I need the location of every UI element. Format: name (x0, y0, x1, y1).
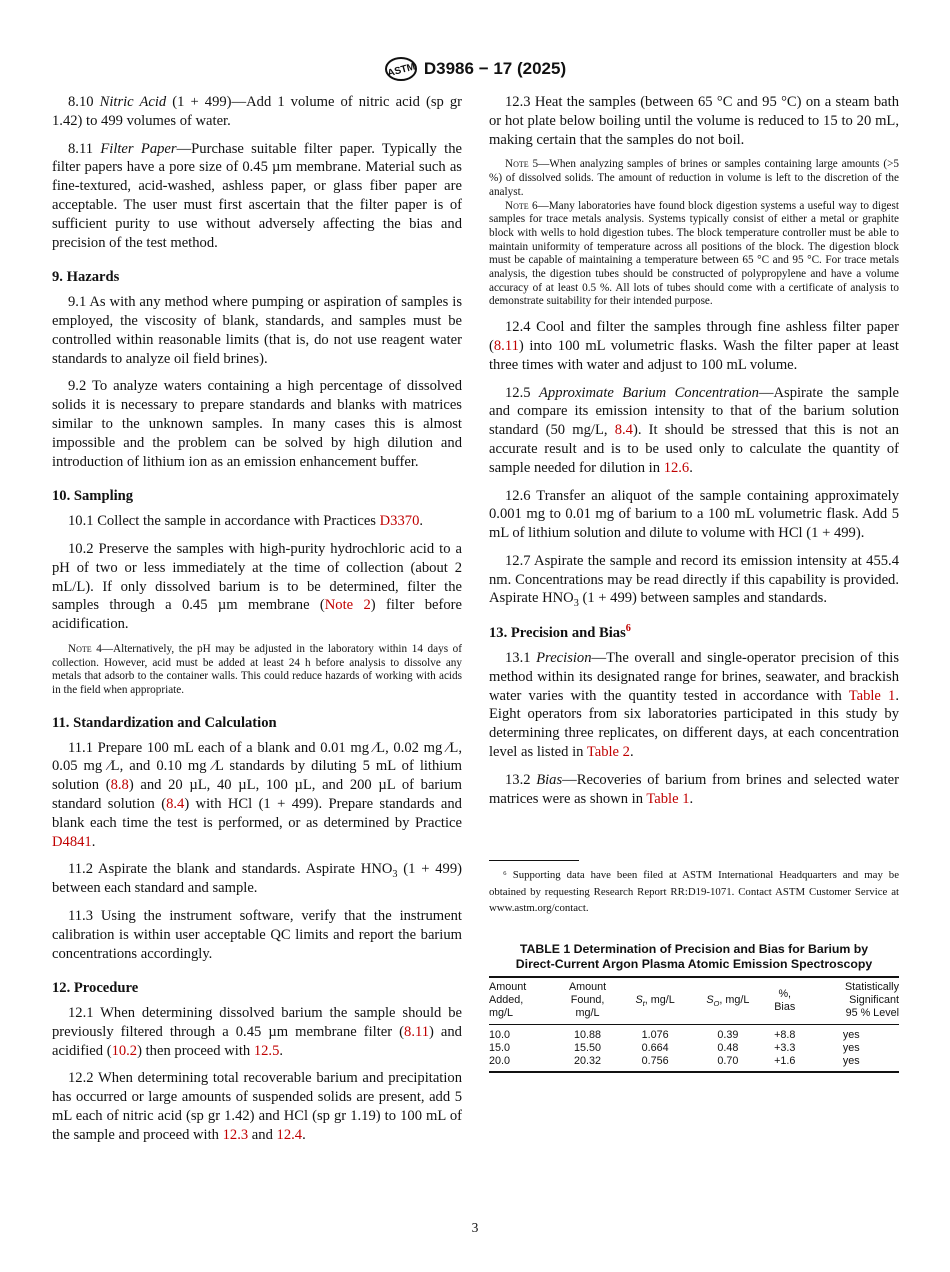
text-run: 12.1 When determining dissolved barium the sample should be previously filtered through a 0.45 µm membrane filter ( (52, 1005, 462, 1040)
symbol: S (706, 994, 714, 1007)
header-line: Amount (489, 981, 527, 994)
text-run: 8.10 (68, 94, 100, 110)
text-run: 12. Procedure (52, 980, 139, 997)
text-run: ) with HCl (1 + 499). Prepare standards and blank each time the test is performed, or as determined by Practice (52, 795, 462, 831)
cross-reference-link[interactable]: 12.3 (222, 1126, 249, 1143)
paragraph (52, 93, 462, 131)
table-cell: 15.0 (489, 1042, 511, 1055)
text-run: . (689, 459, 693, 476)
text-run: . (419, 513, 424, 530)
table-cell: +3.3 (774, 1042, 796, 1055)
italic-term: Approximate Barium Concentration (539, 384, 759, 401)
header-line: Found, (570, 994, 605, 1007)
text-run: 11.3 Using the instrument software, verify that the instrument calibration is within user acceptable QC limits and report the barium concentrations accordingly. (52, 907, 462, 962)
table-row (489, 1042, 899, 1055)
text-run: 13.1 (505, 650, 537, 667)
text-run: . Eight operators from six laboratories participated in this study by determining three replicates, on different days, at each concentration level as listed in (489, 687, 899, 761)
header-line: Bias (774, 1000, 796, 1013)
section-heading (489, 624, 899, 643)
cross-reference-link[interactable]: Table 1 (646, 790, 690, 807)
cross-reference-link[interactable]: D3370 (379, 513, 420, 530)
paragraph (52, 860, 462, 898)
column-header (620, 977, 689, 1025)
table-cell: yes (842, 1029, 860, 1042)
note-paragraph (489, 158, 899, 199)
header-line: %, (778, 987, 792, 1000)
note-paragraph (52, 643, 462, 698)
table-cell: 0.664 (641, 1042, 669, 1055)
svg-text:ASTM: ASTM (386, 61, 417, 80)
text-run: 12.5 (505, 384, 540, 401)
italic-term: Precision (536, 650, 592, 667)
table-cell: 0.48 (717, 1042, 739, 1055)
symbol: S (635, 994, 643, 1007)
paragraph (52, 293, 462, 368)
text-run: —The overall and single-operator precision of this method within its designated range for brines, seawater, and brackish water varies with the quantity tested in accordance with (489, 650, 900, 704)
table-cell: 0.756 (641, 1055, 669, 1068)
table-title-line: TABLE 1 Determination of Precision and Bias for Barium by (519, 942, 869, 957)
table-cell: 20.32 (574, 1055, 602, 1068)
text-run: 8.11 (68, 140, 101, 157)
table-cell: 0.70 (717, 1055, 739, 1068)
text-run: ) into 100 mL volumetric flasks. Wash the filter paper at least three times with water and adjust to 100 mL volume. (489, 337, 899, 373)
paragraph (489, 93, 899, 149)
text-run: —Purchase suitable filter paper. Typically the filter papers have a pore size of 0.45 µm membrane. Material such as fine-textured, acid-washed, ashless paper, or glass fiber paper are acceptable. The user must first ascertain that the filter paper is of sufficient purity to use without adversely affecting the bias and precision of the test method. (52, 140, 462, 251)
cross-reference-link[interactable]: 12.4 (276, 1126, 303, 1143)
text-run: 13. Precision and Bias (489, 625, 626, 642)
cross-reference-link[interactable]: 8.4 (614, 422, 633, 439)
cross-reference-link[interactable]: 8.4 (166, 795, 185, 812)
left-column (52, 93, 462, 1154)
cross-reference-link[interactable]: 12.5 (253, 1042, 280, 1059)
paragraph (489, 487, 899, 543)
text-run: . (91, 833, 96, 850)
astm-logo-icon (384, 56, 418, 82)
table-cell: 0.39 (717, 1029, 739, 1042)
paragraph (52, 907, 462, 963)
footnote: ⁶ Supporting data have been filed at ASTM International Headquarters and may be obtained by requesting Research Report RR:D19-1071. Contact ASTM Customer Service at www.astm.org/contact. (489, 869, 899, 914)
table-header-row (489, 977, 899, 1025)
cross-reference-link[interactable]: 8.11 (404, 1023, 430, 1040)
table-row (489, 1025, 899, 1043)
text-run: 11.2 Aspirate the blank and standards. Aspirate HNO (68, 861, 393, 878)
table-cell: 15.50 (574, 1042, 602, 1055)
text-run: ) and 20 µL, 40 µL, 100 µL, and 200 µL of barium standard solution ( (52, 777, 462, 812)
text-run: . (629, 744, 634, 761)
italic-term: Bias (536, 771, 563, 788)
text-run: . (689, 790, 694, 807)
page-number: 3 (471, 1220, 479, 1235)
paragraph (489, 649, 899, 762)
italic-term: Nitric Acid (99, 94, 167, 110)
header-line: mg/L (489, 1007, 514, 1020)
page-header (0, 56, 950, 82)
text-run: —Recoveries of barium from brines and selected water matrices were as shown in (489, 771, 900, 807)
column-header (489, 977, 555, 1025)
section-heading (52, 979, 462, 998)
paragraph (52, 1004, 462, 1060)
text-run: (1 + 499) between samples and standards. (578, 590, 827, 607)
text-run: 12.4 Cool and filter the samples through fine ashless filter paper ( (489, 319, 899, 354)
cross-reference-link[interactable]: 8.8 (110, 777, 129, 794)
document-designation: D3986 − 17 (2025) (423, 59, 567, 78)
paragraph (52, 377, 462, 471)
paragraph (489, 771, 899, 809)
text-run: ) then proceed with (137, 1042, 254, 1059)
table-cell: 20.0 (489, 1055, 511, 1068)
text-run: 10.2 Preserve the samples with high-purity hydrochloric acid to a pH of two or less immediately at the time of collection (about 2 mL/L). If only dissolved barium is to be determined, filter the samples through a 0.45 µm membrane ( (52, 540, 462, 614)
text-run: ) filter before acidification. (52, 597, 462, 633)
paragraph (52, 140, 462, 253)
text-run: (1 + 499) between each standard and sample. (52, 861, 462, 897)
text-run: 10.1 Collect the sample in accordance with Practices (68, 513, 380, 530)
text-run: 6—Many laboratories have found block digestion systems a useful way to digest samples for trace metals analysis. Systems typically consist of either a metal or graphite block with wells to hold digestion tubes. The block temperature controller must be able to maintain uniformity of temperature across all positions of the block. The digestion block must be capable of maintaining a temperature between 65 °C and 95 °C. For trace metals analysis, the digestion tubes should be constructed of polypropylene and have a volume accuracy of at least 0.5 %. All lots of tubes should come with a certificate of analysis to demonstrate suitability for their intended purpose. (489, 199, 899, 308)
text-run: ) and acidified ( (52, 1023, 462, 1059)
text-run: 13.2 (505, 771, 537, 788)
cross-reference-link[interactable]: 8.11 (493, 337, 519, 354)
symbol-subscript: O (713, 999, 720, 1009)
column-header (690, 977, 766, 1025)
text-run: 10. Sampling (52, 488, 134, 505)
header-line: Amount (568, 981, 607, 994)
text-run: 5—When analyzing samples of brines or samples containing large amounts (>5 %) of dissolved solids. The amount of reduction in volume is left to the discretion of the analyst. (489, 158, 899, 198)
column-header (766, 977, 804, 1025)
italic-term: Filter Paper (100, 140, 177, 157)
text-run: 11.1 Prepare 100 mL each of a blank and 0.01 mg ⁄L, 0.02 mg ⁄L, 0.05 mg ⁄L, and 0.10 mg ⁄L standards by diluting 5 mL of lithium solution ( (52, 739, 462, 794)
table-1-title (489, 942, 899, 972)
header-line: mg/L (575, 1007, 600, 1020)
text-run: (1 + 499)—Add 1 volume of nitric acid (sp gr 1.42) to 499 volumes of water. (52, 94, 463, 129)
text-run: and (248, 1126, 277, 1143)
table-cell: yes (842, 1042, 860, 1055)
paragraph (489, 552, 899, 608)
note-paragraph (489, 200, 899, 310)
subscript: 3 (392, 869, 398, 881)
paragraph (489, 318, 899, 374)
cross-reference-link[interactable]: 12.6 (663, 459, 690, 476)
note-label: Note (505, 158, 529, 171)
cross-reference-link[interactable]: 10.2 (111, 1042, 138, 1059)
cross-reference-link[interactable]: D4841 (52, 833, 92, 850)
unit: , mg/L (644, 994, 675, 1007)
text-run: ). It should be stressed that this is not an accurate result and is to be used only to calculate the quantity of sample needed for dilution in (489, 422, 899, 476)
header-line: Added, (489, 994, 524, 1007)
cross-reference-link[interactable]: Table 1 (848, 687, 896, 704)
footnote-marker: 6 (625, 623, 631, 635)
paragraph (52, 540, 462, 634)
text-run: 12.3 Heat the samples (between 65 °C and 95 °C) on a steam bath or hot plate below boiling until the volume is reduced to 15 to 20 mL, making certain that the samples do not boil. (489, 94, 899, 148)
table-cell: yes (842, 1055, 860, 1068)
table-1 (489, 976, 899, 1073)
header-line: Statistically (844, 981, 899, 994)
text-run: 9.2 To analyze waters containing a high percentage of dissolved solids it is necessary to prepare standards and blanks with matrices similar to the unknown samples. In many cases this is almost impossible and the problem can be solved by high dilution and introduction of lithium ion as an emission enhancement buffer. (52, 378, 462, 470)
text-run: 12.6 Transfer an aliquot of the sample containing approximately 0.001 mg to 0.01 mg of barium to a 100 mL volumetric flask. Add 5 mL of lithium solution and dilute to volume with HCl (1 + 499). (489, 487, 899, 542)
note-label: Note (68, 642, 92, 655)
paragraph (52, 739, 462, 852)
footnote-rule (489, 860, 579, 861)
table-cell: +1.6 (774, 1055, 796, 1068)
text-run: 11. Standardization and Calculation (52, 714, 277, 731)
cross-reference-link[interactable]: Note 2 (324, 597, 371, 614)
section-heading (52, 487, 462, 506)
text-run: —Aspirate the sample and compare its emission intensity to that of the barium solution standard (50 mg/L, (489, 384, 900, 439)
unit: , mg/L (719, 994, 750, 1007)
column-header (555, 977, 621, 1025)
table-cell: +8.8 (774, 1029, 796, 1042)
text-run: . (279, 1042, 284, 1059)
paragraph (52, 1069, 462, 1144)
column-header (804, 977, 899, 1025)
right-column (489, 93, 899, 1073)
text-run: 12.2 When determining total recoverable barium and precipitation has occurred or large amounts of suspended solids are present, add 5 mL each of nitric acid (sp gr 1.42) and HCl (sp gr 1.19) to 100 mL of the sample and proceed with (52, 1070, 462, 1143)
symbol-subscript: t (642, 999, 645, 1009)
cross-reference-link[interactable]: Table 2 (586, 744, 630, 761)
note-label: Note (505, 199, 529, 212)
text-run: 9. Hazards (52, 269, 120, 286)
table-row (489, 1055, 899, 1072)
text-run: 12.7 Aspirate the sample and record its emission intensity at 455.4 nm. Concentrations may be read directly if this capability is provided. Aspirate HNO (489, 552, 899, 607)
table-title-line: Direct-Current Argon Plasma Atomic Emission Spectroscopy (515, 957, 873, 972)
text-run: 9.1 As with any method where pumping or aspiration of samples is employed, the viscosity of blank, standards, and samples must be controlled within reasonable limits (that is, do not use reagent water standards to analyze oil field brines). (52, 294, 462, 367)
paragraph (52, 512, 462, 531)
text-run: . (302, 1126, 306, 1143)
text-run: 4—Alternatively, the pH may be adjusted in the laboratory within 14 days of collection. However, acid must be added at least 24 h before analysis to dissolve any metals that adsorb to the container walls. This could reduce hazards of working with acids in the field when appropriate. (52, 642, 462, 697)
section-heading (52, 714, 462, 733)
table-cell: 10.88 (574, 1029, 602, 1042)
paragraph (489, 384, 899, 478)
table-cell: 1.076 (641, 1029, 669, 1042)
header-line: 95 % Level (845, 1007, 899, 1020)
header-line: Significant (849, 994, 899, 1007)
subscript: 3 (573, 598, 579, 610)
table-cell: 10.0 (489, 1029, 511, 1042)
section-heading (52, 268, 462, 287)
